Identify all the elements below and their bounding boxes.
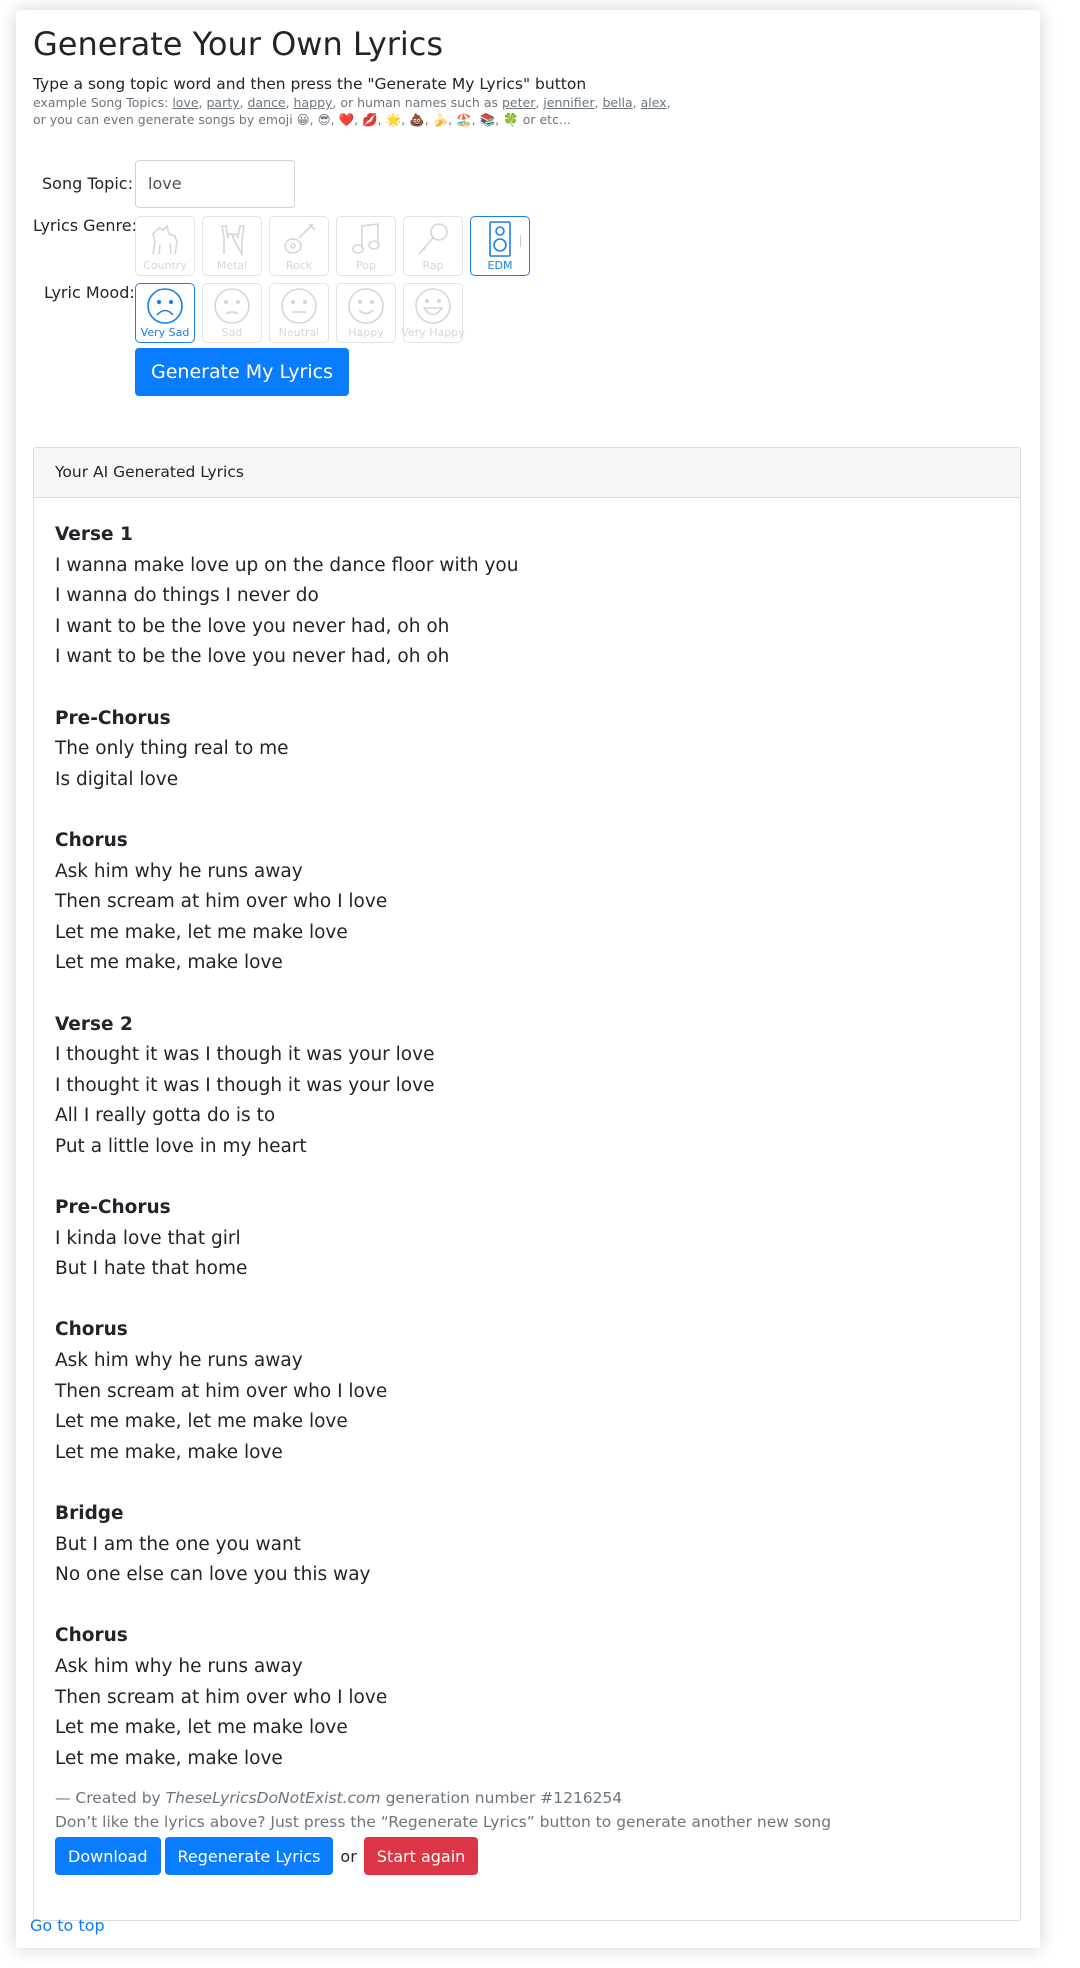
genre-options xyxy=(135,216,530,276)
very-sad-face-icon xyxy=(145,287,185,325)
example-topic-dance[interactable]: dance xyxy=(247,95,286,110)
examples-text: example Song Topics: love, party, dance, happy, or human names such as peter, jennifier, bella, alex, or you can even generate songs by emoji 😀, 😎, ❤️, 💋, 🌟, 💩, 🍌, 🏖️, 📚, 🍀 or etc... xyxy=(33,95,671,127)
lyrics-section-heading: Chorus xyxy=(55,829,128,851)
emoji-examples: or you can even generate songs by emoji 😀, 😎, ❤️, 💋, 🌟, 💩, 🍌, 🏖️, 📚, 🍀 or etc... xyxy=(33,112,571,127)
lyrics-line: Then scream at him over who I love xyxy=(55,1686,388,1708)
lyrics-section xyxy=(55,1621,999,1774)
mood-label: Lyric Mood: xyxy=(44,283,135,302)
download-button[interactable]: Download xyxy=(55,1837,161,1875)
go-to-top-link[interactable]: Go to top xyxy=(30,1916,105,1935)
lyrics-section-heading: Pre-Chorus xyxy=(55,1197,171,1219)
topic-row xyxy=(33,160,1023,210)
regenerate-lyrics-button[interactable]: Regenerate Lyrics xyxy=(165,1837,334,1875)
page-title: Generate Your Own Lyrics xyxy=(33,25,444,63)
lyrics-line: Ask him why he runs away xyxy=(55,1350,303,1372)
lyrics-line: I want to be the love you never had, oh oh xyxy=(55,615,450,637)
genre-option-edm[interactable] xyxy=(470,216,530,276)
lyrics-line: Put a little love in my heart xyxy=(55,1135,307,1157)
main-content xyxy=(33,24,1023,1866)
mood-option-very-happy[interactable] xyxy=(403,283,463,343)
genre-option-rap[interactable] xyxy=(403,216,463,276)
example-topic-party[interactable]: party xyxy=(206,95,240,110)
music-note-icon xyxy=(346,220,386,258)
very-happy-face-icon xyxy=(413,287,453,325)
lyrics-line: Is digital love xyxy=(55,768,179,790)
lyrics-card-header: Your AI Generated Lyrics xyxy=(34,448,1020,498)
genre-option-metal[interactable] xyxy=(202,216,262,276)
generate-row xyxy=(33,348,1023,398)
lyrics-section-heading: Chorus xyxy=(55,1319,128,1341)
sad-face-icon xyxy=(212,287,252,325)
guitar-icon xyxy=(279,220,319,258)
topic-label: Song Topic: xyxy=(42,174,133,193)
rock-hand-icon xyxy=(212,220,252,258)
mood-label-sad: Sad xyxy=(221,326,243,339)
lyrics-line: But I hate that home xyxy=(55,1258,248,1280)
lyrics-card xyxy=(33,447,1021,1921)
lyrics-line: Ask him why he runs away xyxy=(55,860,303,882)
lyrics-section-heading: Pre-Chorus xyxy=(55,707,171,729)
lyrics-line: Let me make, make love xyxy=(55,1441,283,1463)
mood-label-happy: Happy xyxy=(348,326,384,339)
example-name-jennifier[interactable]: jennifier xyxy=(543,95,595,110)
lyrics-line: I thought it was I though it was your love xyxy=(55,1074,435,1096)
genre-label-metal: Metal xyxy=(216,259,248,272)
lyrics-line: Then scream at him over who I love xyxy=(55,1380,388,1402)
example-name-bella[interactable]: bella xyxy=(602,95,633,110)
genre-option-rock[interactable] xyxy=(269,216,329,276)
speaker-icon xyxy=(480,220,520,258)
example-topic-happy[interactable]: happy xyxy=(293,95,333,110)
happy-face-icon xyxy=(346,287,386,325)
lyrics-actions xyxy=(34,1837,1020,1875)
lyrics-section xyxy=(55,1315,999,1468)
lyrics-section-heading: Verse 1 xyxy=(55,524,133,545)
lyrics-line: Let me make, make love xyxy=(55,952,283,974)
lyrics-line: Ask him why he runs away xyxy=(55,1655,303,1677)
lyrics-line: I thought it was I though it was your love xyxy=(55,1044,435,1066)
lyrics-section-heading: Chorus xyxy=(55,1625,128,1647)
genre-label-country: Country xyxy=(143,259,187,272)
lyrics-section xyxy=(55,1499,999,1591)
examples-names-prefix: , or human names such as xyxy=(332,95,502,110)
start-again-button[interactable]: Start again xyxy=(364,1837,479,1875)
genre-label-edm: EDM xyxy=(487,259,513,272)
mood-option-neutral[interactable] xyxy=(269,283,329,343)
genre-label-rock: Rock xyxy=(285,259,313,272)
credit-line xyxy=(34,1786,1020,1810)
microphone-icon xyxy=(413,220,453,258)
neutral-face-icon xyxy=(279,287,319,325)
lyrics-section-heading: Verse 2 xyxy=(55,1013,133,1035)
lyrics-line: The only thing real to me xyxy=(55,738,289,760)
lyrics-line: I want to be the love you never had, oh oh xyxy=(55,646,450,668)
lyrics-section xyxy=(55,1193,999,1285)
lyrics-section xyxy=(55,826,999,979)
genre-label-rap: Rap xyxy=(422,259,444,272)
mood-option-happy[interactable] xyxy=(336,283,396,343)
lyrics-line: All I really gotta do is to xyxy=(55,1105,276,1127)
example-name-alex[interactable]: alex xyxy=(640,95,667,110)
lyrics-line: Let me make, let me make love xyxy=(55,1411,348,1433)
horse-icon xyxy=(145,220,185,258)
lyrics-line: Let me make, let me make love xyxy=(55,921,348,943)
lyrics-line: I kinda love that girl xyxy=(55,1227,241,1249)
mood-option-sad[interactable] xyxy=(202,283,262,343)
lyrics-body xyxy=(34,498,1020,1774)
mood-label-very-happy: Very Happy xyxy=(401,326,465,339)
mood-label-very-sad: Very Sad xyxy=(140,326,190,339)
page-container xyxy=(16,10,1040,1948)
intro-text: Type a song topic word and then press the "Generate My Lyrics" button xyxy=(33,75,587,93)
lyrics-line: I wanna make love up on the dance floor with you xyxy=(55,554,519,576)
lyrics-line: I wanna do things I never do xyxy=(55,585,319,607)
example-topic-love[interactable]: love xyxy=(172,95,199,110)
genre-option-pop[interactable] xyxy=(336,216,396,276)
mood-row xyxy=(33,283,1023,345)
examples-prefix: example Song Topics: xyxy=(33,95,173,110)
credit-site: TheseLyricsDoNotExist.com xyxy=(165,1789,381,1808)
genre-label: Lyrics Genre: xyxy=(33,216,137,235)
lyrics-section xyxy=(55,1010,999,1163)
generate-lyrics-button[interactable]: Generate My Lyrics xyxy=(135,348,349,396)
lyrics-section xyxy=(55,704,999,796)
genre-label-pop: Pop xyxy=(356,259,376,272)
lyrics-line: No one else can love you this way xyxy=(55,1564,371,1586)
credit-suffix: generation number #1216254 xyxy=(380,1789,623,1808)
mood-label-neutral: Neutral xyxy=(278,326,320,339)
lyrics-section-heading: Bridge xyxy=(55,1503,124,1524)
lyrics-line: Let me make, make love xyxy=(55,1747,283,1769)
regenerate-hint: Don’t like the lyrics above? Just press the “Regenerate Lyrics” button to generate another new song xyxy=(55,1813,832,1832)
lyrics-section xyxy=(55,520,999,673)
mood-option-very-sad[interactable] xyxy=(135,283,195,343)
genre-row xyxy=(33,216,1023,278)
genre-option-country[interactable] xyxy=(135,216,195,276)
edm-cursor-mark xyxy=(520,235,521,247)
lyrics-line: Then scream at him over who I love xyxy=(55,891,388,913)
topic-input[interactable]: love xyxy=(135,160,295,208)
example-name-peter[interactable]: peter xyxy=(501,95,536,110)
lyrics-line: Let me make, let me make love xyxy=(55,1717,348,1739)
lyrics-line: But I am the one you want xyxy=(55,1533,301,1555)
credit-prefix: — Created by xyxy=(55,1789,166,1808)
mood-options xyxy=(135,283,463,343)
or-text: or xyxy=(340,1846,357,1866)
